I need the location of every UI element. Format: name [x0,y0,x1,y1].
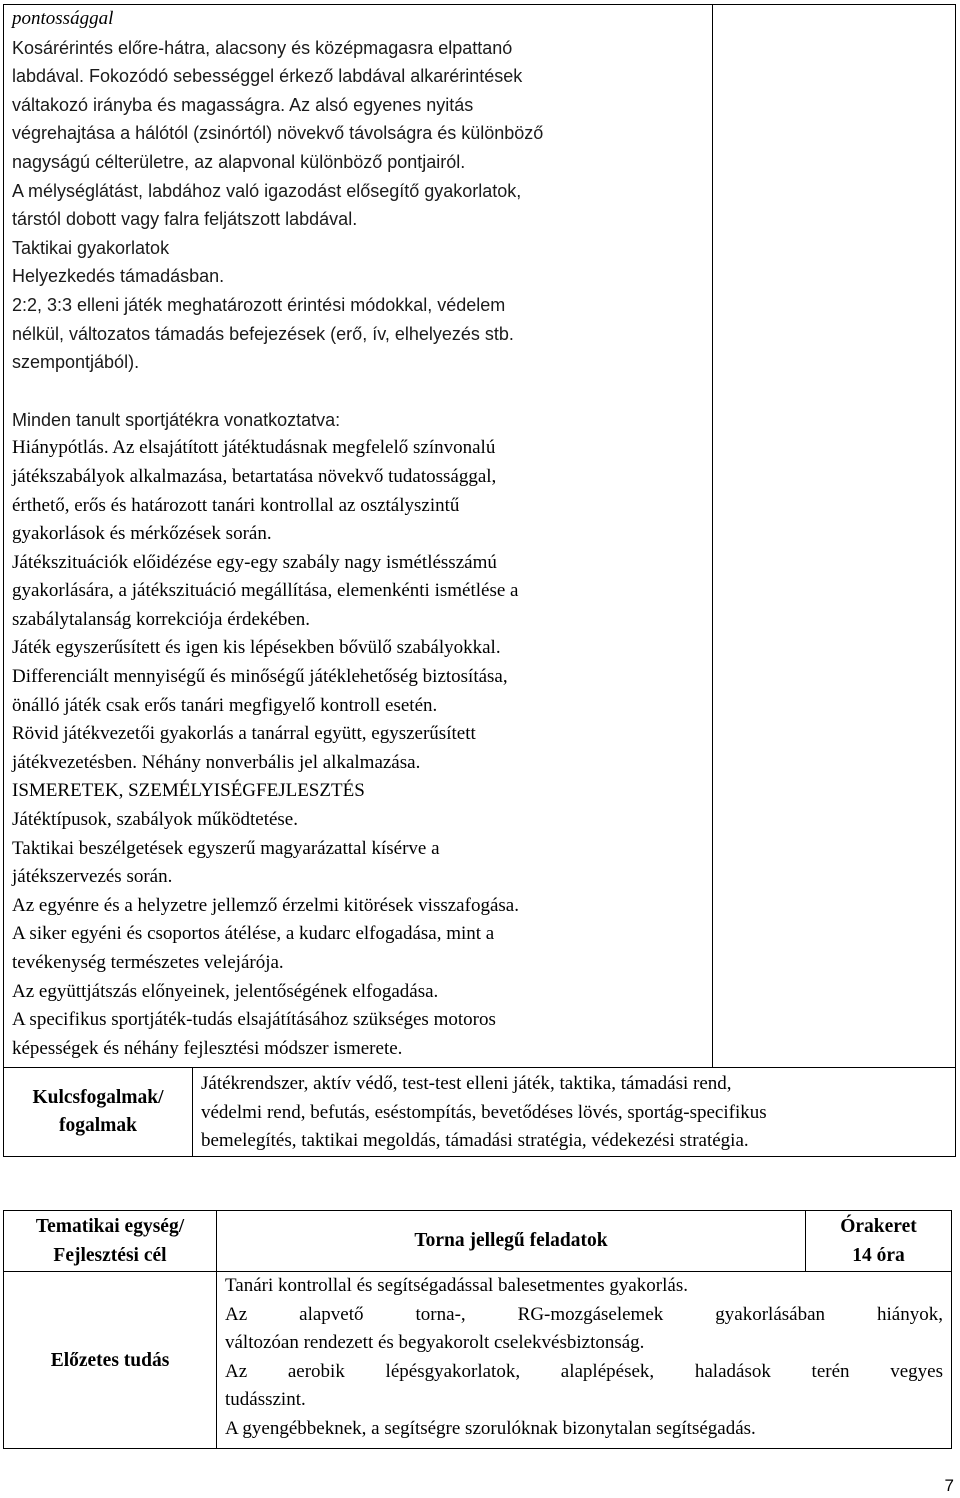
content-lines [4,5,712,1063]
keywords-label-line2: fogalmak [59,1114,137,1136]
content-line: Helyezkedés támadásban. [12,266,225,287]
content-line: Játék egyszerűsített és igen kis lépésekben bővülő szabályokkal. [12,637,501,659]
prior-line: tudásszint. [225,1389,306,1411]
content-line: labdával. Fokozódó sebességgel érkező labdával alkarérintések [12,66,523,87]
content-line: tevékenység természetes velejárója. [12,952,284,973]
content-line: A specifikus sportjáték-tudás elsajátításához szükséges motoros [12,1009,496,1031]
content-line: Taktikai gyakorlatok [12,237,170,258]
curriculum-table-2 [3,1210,952,1449]
keywords-line: bemelegítés, taktikai megoldás, támadási stratégia, védekezési stratégia. [201,1130,749,1152]
content-cell [4,5,713,1068]
keywords-text-cell [193,1068,956,1157]
content-line: játékszabályok alkalmazása, betartatása növekvő tudatossággal, [12,465,497,487]
content-line: képességek és néhány fejlesztési módszer ismerete. [12,1037,403,1059]
content-line: Rövid játékvezetői gyakorlás a tanárral együtt, egyszerűsített [12,723,476,745]
content-line: váltakozó irányba és magasságra. Az alsó egyenes nyitás [12,94,474,115]
content-line: A siker egyéni és csoportos átélése, a kudarc elfogadása, mint a [12,923,495,945]
content-line: játékvezetésben. Néhány nonverbális jel alkalmazása. [12,751,421,773]
content-line: szabálytalanság korrekciója érdekében. [12,608,311,630]
prior-line: változóan rendezett és begyakorolt cselekvésbiztonság. [225,1332,645,1354]
prior-knowledge-content [217,1272,952,1449]
content-line: ISMERETEK, SZEMÉLYISÉGFEJLESZTÉS [12,780,365,802]
content-line: játékszervezés során. [12,866,173,888]
spacer [12,377,712,406]
prior-line: A gyengébbeknek, a segítségre szorulóknak bizonytalan segítségadás. [225,1417,756,1439]
content-line: pontossággal [12,8,114,29]
prior-knowledge-label: Előzetes tudás [4,1272,217,1449]
content-line: végrehajtása a hálótól (zsinórtól) növekvő távolságra és különböző [12,123,544,144]
content-line: Az egyénre és a helyzetre jellemző érzelmi kitörések visszafogása. [12,894,519,916]
prior-line: Az alapvető torna-, RG-mozgáselemek gyakorlásában hiányok, [225,1303,943,1325]
content-line: Játéktípusok, szabályok működtetése. [12,809,298,831]
content-line: A mélységlátást, labdához való igazodást elősegítő gyakorlatok, [12,180,522,201]
content-line: Differenciált mennyiségű és minőségű játéklehetőség biztosítása, [12,666,508,688]
hours-cell [806,1211,952,1272]
content-line: Minden tanult sportjátékra vonatkoztatva: [12,409,341,430]
content-line: szempontjából). [12,352,140,373]
content-line: nagyságú célterületre, az alapvonal különböző pontjairól. [12,151,466,172]
keywords-line: védelmi rend, befutás, eséstompítás, bevetődéses lövés, sportág-specifikus [201,1101,767,1123]
content-line: gyakorlására, a játékszituáció megállítása, elemenkénti ismétlése a [12,580,519,602]
side-cell [713,5,956,1068]
unit-title: Torna jellegű feladatok [217,1211,806,1272]
content-line: Hiánypótlás. Az elsajátított játéktudásnak megfelelő színvonalú [12,437,496,459]
keywords-label-line1: Kulcsfogalmak/ [32,1086,164,1108]
content-line: Az együttjátszás előnyeinek, jelentőségének elfogadása. [12,980,439,1002]
page-number: 7 [944,1476,954,1495]
keywords-line: Játékrendszer, aktív védő, test-test elleni játék, taktika, támadási rend, [201,1073,732,1094]
prior-line: Az aerobik lépésgyakorlatok, alaplépések, haladások terén vegyes [225,1360,943,1382]
content-line: nélkül, változatos támadás befejezések (erő, ív, elhelyezés stb. [12,323,514,344]
content-line: társtól dobott vagy falra feljátszott labdával. [12,209,358,230]
unit-label-line1: Tematikai egység/ [35,1216,185,1237]
keywords-label-cell [4,1068,193,1157]
curriculum-table-1 [3,4,956,1157]
content-line: 2:2, 3:3 elleni játék meghatározott érintési módokkal, védelem [12,294,506,315]
content-line: Játékszituációk előidézése egy-egy szabály nagy ismétlésszámú [12,551,497,573]
unit-label-cell [4,1211,217,1272]
prior-line: Tanári kontrollal és segítségadással balesetmentes gyakorlás. [225,1275,688,1296]
content-line: gyakorlások és mérkőzések során. [12,523,272,545]
content-line: önálló játék csak erős tanári megfigyelő kontroll esetén. [12,694,438,716]
unit-label-line2: Fejlesztési cél [53,1245,167,1266]
content-line: Taktikai beszélgetések egyszerű magyarázattal kísérve a [12,837,440,859]
content-line: Kosárérintés előre-hátra, alacsony és középmagasra elpattanó [12,37,513,58]
hours-value: 14 óra [852,1245,905,1266]
hours-label: Órakeret [840,1216,917,1237]
content-line: érthető, erős és határozott tanári kontrollal az osztályszintű [12,494,460,516]
